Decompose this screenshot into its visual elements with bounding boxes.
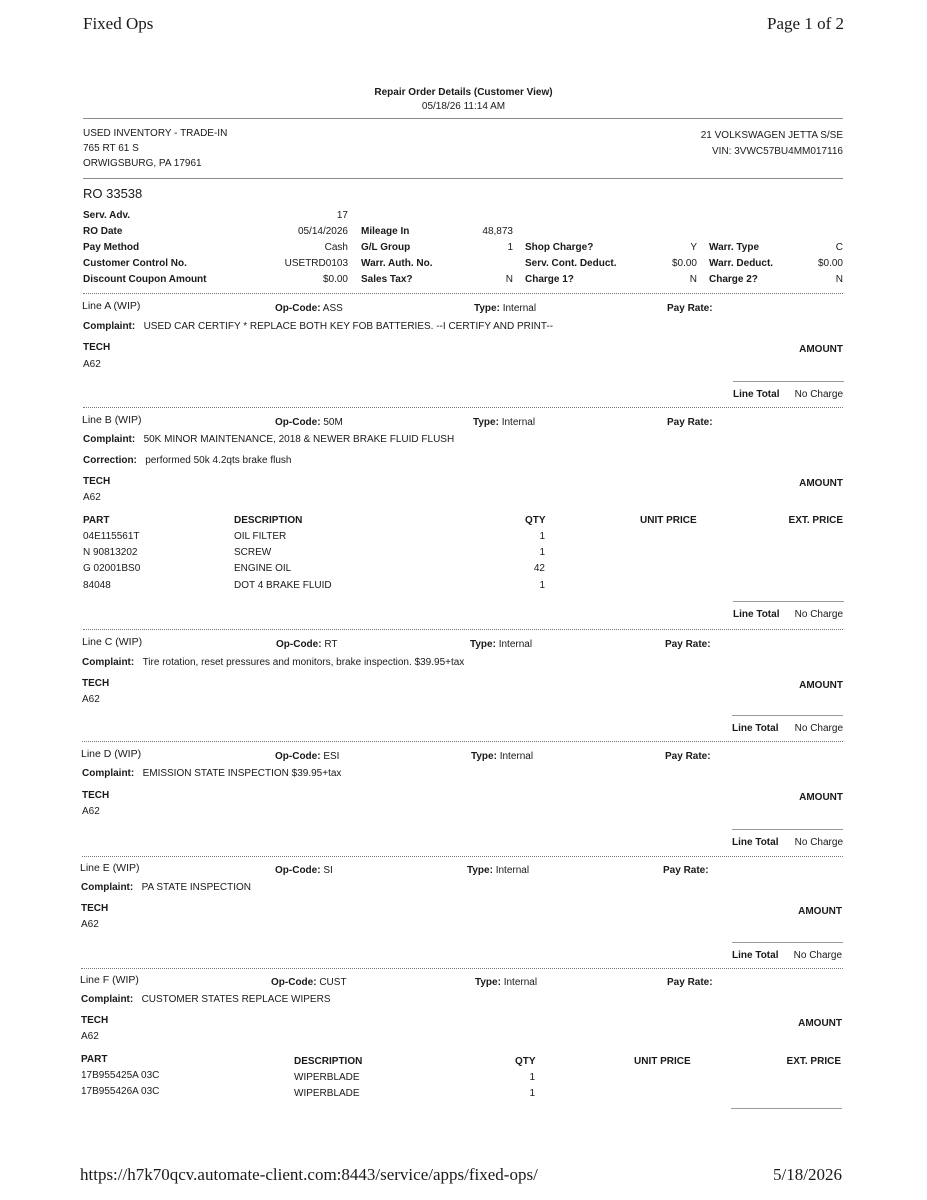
line-total-value: No Charge bbox=[794, 389, 843, 400]
tech-label: TECH bbox=[82, 790, 110, 801]
serv-cont-label: Serv. Cont. Deduct. bbox=[525, 258, 617, 269]
discount-label: Discount Coupon Amount bbox=[83, 274, 207, 285]
complaint-label: Complaint: bbox=[81, 882, 134, 893]
tech-value: A62 bbox=[82, 806, 100, 817]
part-qty: 1 bbox=[529, 1088, 535, 1099]
type-label: Type: bbox=[471, 751, 497, 762]
type-label: Type: bbox=[474, 303, 500, 314]
customer-control-value: USETRD0103 bbox=[284, 258, 348, 269]
report-title: Repair Order Details (Customer View) bbox=[374, 87, 553, 98]
gl-group-value: 1 bbox=[507, 242, 513, 253]
warr-auth-label: Warr. Auth. No. bbox=[361, 258, 433, 269]
amount-label: AMOUNT bbox=[799, 680, 843, 691]
serv-adv-label: Serv. Adv. bbox=[83, 210, 131, 221]
warr-deduct-value: $0.00 bbox=[817, 258, 843, 269]
charge2-label: Charge 2? bbox=[709, 274, 758, 285]
tech-label: TECH bbox=[83, 476, 111, 487]
line-title: Line D (WIP) bbox=[81, 748, 142, 760]
opcode-value: ESI bbox=[323, 751, 340, 762]
complaint-label: Complaint: bbox=[82, 768, 135, 779]
opcode-label: Op-Code: bbox=[275, 417, 321, 428]
complaint-label: Complaint: bbox=[83, 321, 136, 332]
page-footer-date: 5/18/2026 bbox=[773, 1165, 842, 1184]
pay-rate-label: Pay Rate: bbox=[665, 639, 711, 650]
tech-value: A62 bbox=[81, 1031, 99, 1042]
divider bbox=[83, 629, 843, 630]
divider bbox=[82, 856, 843, 857]
type-label: Type: bbox=[475, 977, 501, 988]
divider bbox=[83, 118, 843, 119]
ro-date-value: 05/14/2026 bbox=[297, 226, 348, 237]
type-value: Internal bbox=[499, 751, 534, 762]
line-total-label: Line Total bbox=[732, 723, 779, 734]
customer-address1: 765 RT 61 S bbox=[83, 143, 139, 154]
part-qty: 1 bbox=[539, 531, 545, 542]
part-number: N 90813202 bbox=[83, 547, 138, 558]
line-title: Line A (WIP) bbox=[82, 300, 141, 312]
line-title: Line F (WIP) bbox=[80, 974, 139, 986]
type-value: Internal bbox=[501, 417, 536, 428]
opcode-value: RT bbox=[324, 639, 338, 650]
divider bbox=[82, 741, 843, 742]
total-rule bbox=[732, 942, 843, 943]
unit-price-header: UNIT PRICE bbox=[634, 1056, 691, 1067]
sales-tax-label: Sales Tax? bbox=[361, 274, 413, 285]
amount-label: AMOUNT bbox=[798, 1018, 842, 1029]
part-number: 17B955425A 03C bbox=[81, 1070, 160, 1081]
part-description: OIL FILTER bbox=[234, 531, 287, 542]
complaint-text: 50K MINOR MAINTENANCE, 2018 & NEWER BRAKE FLUID FLUSH bbox=[143, 434, 455, 445]
serv-cont-value: $0.00 bbox=[671, 258, 697, 269]
part-qty: 1 bbox=[539, 547, 545, 558]
amount-label: AMOUNT bbox=[799, 478, 843, 489]
pay-rate-label: Pay Rate: bbox=[667, 303, 713, 314]
line-total-label: Line Total bbox=[733, 609, 780, 620]
part-qty: 1 bbox=[539, 580, 545, 591]
complaint-label: Complaint: bbox=[81, 994, 134, 1005]
ext-price-header: EXT. PRICE bbox=[786, 1056, 841, 1067]
total-rule bbox=[732, 715, 843, 716]
tech-label: TECH bbox=[82, 678, 110, 689]
line-total-value: No Charge bbox=[793, 950, 842, 961]
tech-label: TECH bbox=[81, 1015, 109, 1026]
type-label: Type: bbox=[473, 417, 499, 428]
tech-value: A62 bbox=[83, 492, 101, 503]
line-total-label: Line Total bbox=[733, 389, 780, 400]
part-description: SCREW bbox=[234, 547, 272, 558]
type-label: Type: bbox=[470, 639, 496, 650]
ext-price-header: EXT. PRICE bbox=[788, 515, 843, 526]
page-number: Page 1 of 2 bbox=[767, 14, 844, 33]
vehicle-description: 21 VOLKSWAGEN JETTA S/SE bbox=[700, 130, 843, 141]
shop-charge-label: Shop Charge? bbox=[525, 242, 594, 253]
pay-rate-label: Pay Rate: bbox=[665, 751, 711, 762]
tech-label: TECH bbox=[81, 903, 109, 914]
opcode-label: Op-Code: bbox=[275, 865, 321, 876]
mileage-label: Mileage In bbox=[361, 226, 410, 237]
part-description: ENGINE OIL bbox=[234, 563, 292, 574]
divider bbox=[83, 178, 843, 179]
line-total-value: No Charge bbox=[794, 723, 843, 734]
opcode-value: CUST bbox=[319, 977, 347, 988]
discount-value: $0.00 bbox=[322, 274, 348, 285]
charge1-value: N bbox=[689, 274, 697, 285]
report-datetime: 05/18/26 11:14 AM bbox=[421, 101, 506, 112]
type-value: Internal bbox=[495, 865, 530, 876]
pay-method-value: Cash bbox=[324, 242, 348, 253]
complaint-text: PA STATE INSPECTION bbox=[141, 882, 252, 893]
opcode-label: Op-Code: bbox=[271, 977, 317, 988]
amount-label: AMOUNT bbox=[799, 344, 843, 355]
page-header-title: Fixed Ops bbox=[83, 14, 154, 33]
total-rule bbox=[733, 381, 844, 382]
divider bbox=[83, 293, 843, 294]
shop-charge-value: Y bbox=[690, 242, 697, 253]
part-qty: 1 bbox=[529, 1072, 535, 1083]
qty-header: QTY bbox=[515, 1056, 536, 1067]
description-header: DESCRIPTION bbox=[294, 1056, 363, 1067]
complaint-text: CUSTOMER STATES REPLACE WIPERS bbox=[141, 994, 331, 1005]
opcode-label: Op-Code: bbox=[275, 303, 321, 314]
part-header: PART bbox=[83, 515, 110, 526]
warr-type-label: Warr. Type bbox=[709, 242, 760, 253]
part-number: 17B955426A 03C bbox=[81, 1086, 160, 1097]
complaint-text: Tire rotation, reset pressures and monitors, brake inspection. $39.95+tax bbox=[142, 657, 465, 668]
line-total-label: Line Total bbox=[732, 950, 779, 961]
tech-value: A62 bbox=[83, 359, 101, 370]
gl-group-label: G/L Group bbox=[361, 242, 411, 253]
total-rule bbox=[732, 829, 843, 830]
opcode-value: SI bbox=[323, 865, 333, 876]
part-number: G 02001BS0 bbox=[83, 563, 141, 574]
amount-label: AMOUNT bbox=[798, 906, 842, 917]
amount-label: AMOUNT bbox=[799, 792, 843, 803]
unit-price-header: UNIT PRICE bbox=[640, 515, 697, 526]
customer-control-label: Customer Control No. bbox=[83, 258, 187, 269]
line-total-value: No Charge bbox=[794, 609, 843, 620]
complaint-text: EMISSION STATE INSPECTION $39.95+tax bbox=[142, 768, 342, 779]
serv-adv-value: 17 bbox=[336, 210, 348, 221]
pay-rate-label: Pay Rate: bbox=[667, 417, 713, 428]
type-value: Internal bbox=[498, 639, 533, 650]
line-title: Line C (WIP) bbox=[82, 636, 143, 648]
pay-method-label: Pay Method bbox=[83, 242, 140, 253]
line-total-value: No Charge bbox=[794, 837, 843, 848]
part-description: WIPERBLADE bbox=[294, 1072, 360, 1083]
customer-address2: ORWIGSBURG, PA 17961 bbox=[83, 158, 202, 169]
part-number: 84048 bbox=[83, 580, 111, 591]
sales-tax-value: N bbox=[505, 274, 513, 285]
ro-number: RO 33538 bbox=[83, 186, 143, 201]
customer-name: USED INVENTORY - TRADE-IN bbox=[83, 128, 228, 139]
warr-deduct-label: Warr. Deduct. bbox=[709, 258, 774, 269]
part-header: PART bbox=[81, 1054, 108, 1065]
page-footer-url: https://h7k70qcv.automate-client.com:8443/service/apps/fixed-ops/ bbox=[80, 1165, 538, 1184]
line-total-label: Line Total bbox=[732, 837, 779, 848]
opcode-value: ASS bbox=[322, 303, 343, 314]
divider bbox=[83, 407, 843, 408]
line-title: Line E (WIP) bbox=[80, 862, 140, 874]
divider bbox=[81, 968, 843, 969]
part-description: WIPERBLADE bbox=[294, 1088, 360, 1099]
part-number: 04E115561T bbox=[83, 531, 140, 542]
vehicle-vin: VIN: 3VWC57BU4MM017116 bbox=[712, 146, 843, 157]
opcode-label: Op-Code: bbox=[275, 751, 321, 762]
type-value: Internal bbox=[503, 977, 538, 988]
line-title: Line B (WIP) bbox=[82, 414, 142, 426]
type-label: Type: bbox=[467, 865, 493, 876]
complaint-label: Complaint: bbox=[82, 657, 135, 668]
pay-rate-label: Pay Rate: bbox=[667, 977, 713, 988]
charge2-value: N bbox=[835, 274, 843, 285]
opcode-label: Op-Code: bbox=[276, 639, 322, 650]
part-description: DOT 4 BRAKE FLUID bbox=[234, 580, 332, 591]
opcode-value: 50M bbox=[323, 417, 343, 428]
complaint-text: USED CAR CERTIFY * REPLACE BOTH KEY FOB BATTERIES. --I CERTIFY AND PRINT-- bbox=[143, 321, 554, 332]
complaint-label: Complaint: bbox=[83, 434, 136, 445]
correction-label: Correction: bbox=[83, 455, 137, 466]
warr-type-value: C bbox=[835, 242, 843, 253]
part-qty: 42 bbox=[533, 563, 545, 574]
ro-date-label: RO Date bbox=[83, 226, 123, 237]
total-rule bbox=[731, 1108, 842, 1109]
total-rule bbox=[733, 601, 844, 602]
type-value: Internal bbox=[502, 303, 537, 314]
tech-label: TECH bbox=[83, 342, 111, 353]
charge1-label: Charge 1? bbox=[525, 274, 574, 285]
description-header: DESCRIPTION bbox=[234, 515, 303, 526]
tech-value: A62 bbox=[81, 919, 99, 930]
mileage-value: 48,873 bbox=[482, 226, 513, 237]
qty-header: QTY bbox=[525, 515, 546, 526]
correction-text: performed 50k 4.2qts brake flush bbox=[145, 455, 292, 466]
tech-value: A62 bbox=[82, 694, 100, 705]
pay-rate-label: Pay Rate: bbox=[663, 865, 709, 876]
